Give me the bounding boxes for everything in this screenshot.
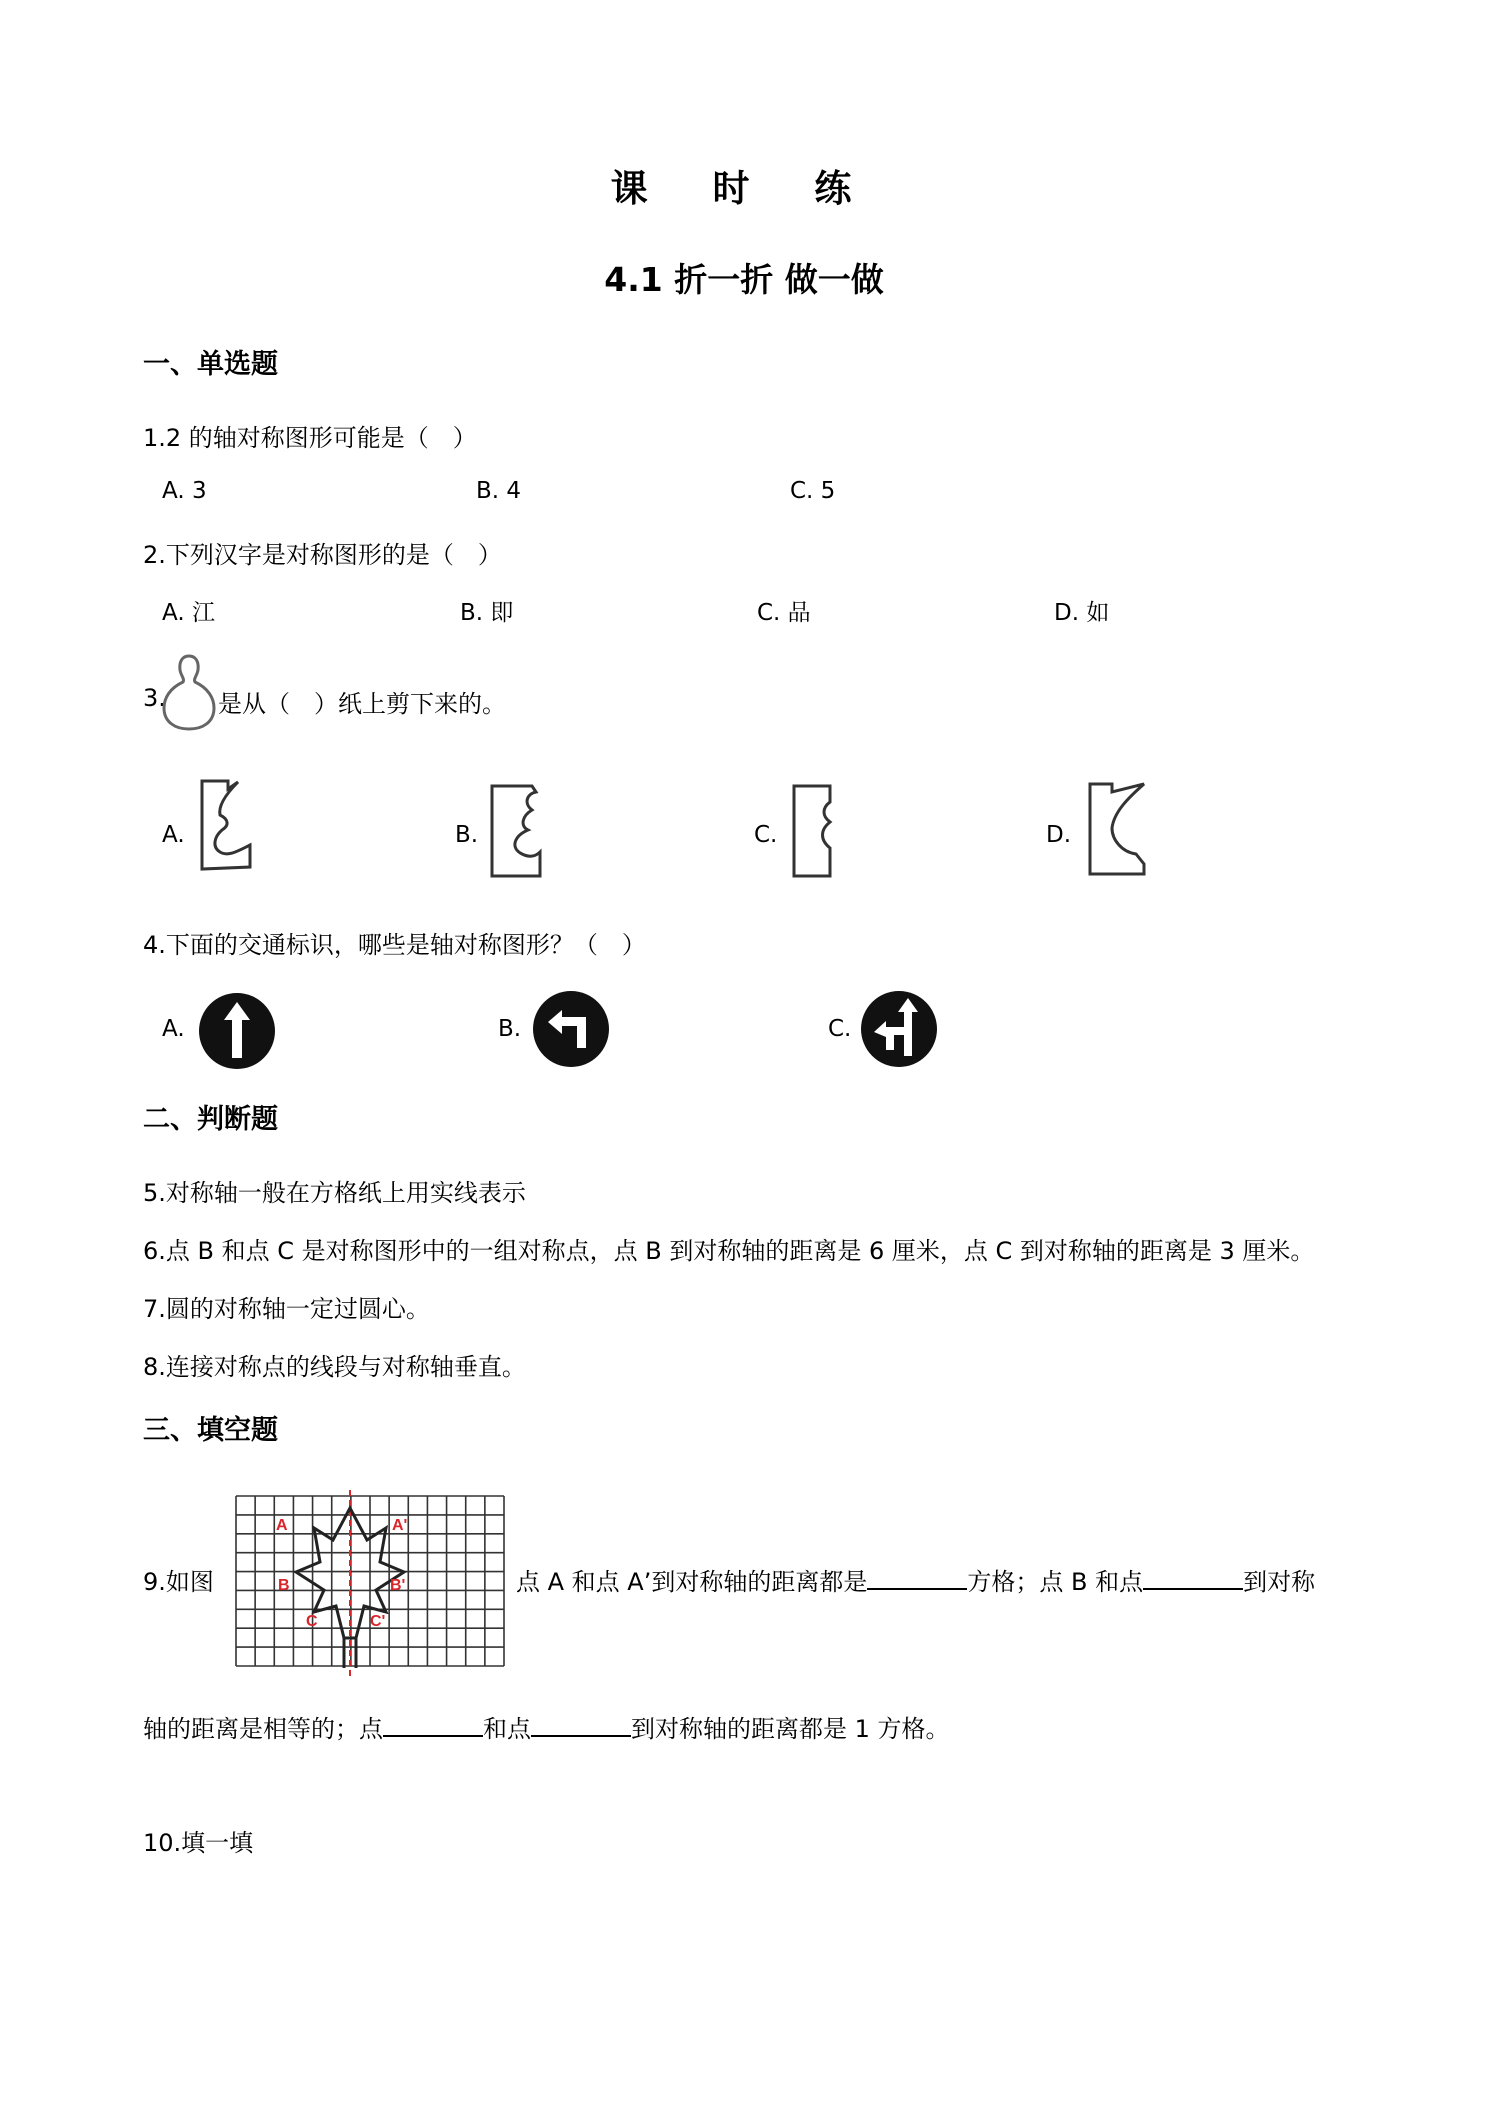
q9-text-part-2: 方格；点 B 和点 (967, 1568, 1144, 1596)
q4-option-a[interactable]: A. (162, 1016, 185, 1042)
section-true-false: 二、判断题 (143, 1104, 278, 1135)
figure-label-a-prime: A' (392, 1517, 408, 1534)
q2-option-d[interactable]: D. 如 (1054, 600, 1110, 626)
question-9-line-2 (143, 1709, 950, 1744)
question-1: 1.2 的轴对称图形可能是（ ） (143, 424, 477, 452)
q2-option-b[interactable]: B. 即 (460, 600, 514, 626)
figure-label-a: A (276, 1517, 288, 1534)
figure-label-c-prime: C' (370, 1613, 386, 1630)
question-3-number: 3. (143, 684, 166, 712)
q3-option-c[interactable]: C. (754, 822, 778, 848)
gourd-shape-image (160, 652, 218, 732)
question-6: 6.点 B 和点 C 是对称图形中的一组对称点，点 B 到对称轴的距离是 6 厘米，点 C 到对称轴的距离是 3 厘米。 (143, 1237, 1315, 1265)
q9-text-part-3: 到对称 (1243, 1568, 1316, 1596)
q3-option-b-paper-shape (488, 782, 548, 886)
question-4: 4.下面的交通标识，哪些是轴对称图形？（ ） (143, 931, 646, 959)
maple-leaf-grid-figure (232, 1490, 510, 1680)
q3-option-d[interactable]: D. (1046, 822, 1072, 848)
q9-blank-4[interactable] (531, 1713, 631, 1737)
q9-line2-part-3: 到对称轴的距离都是 1 方格。 (631, 1715, 950, 1743)
q3-option-a-paper-shape (198, 777, 258, 877)
page-title: 课 时 练 (610, 167, 878, 210)
section-fill-blank: 三、填空题 (143, 1415, 278, 1446)
q3-option-d-paper-shape (1086, 780, 1150, 884)
left-turn-sign-icon (532, 990, 610, 1068)
q9-blank-1[interactable] (867, 1566, 967, 1590)
figure-label-c: C (306, 1613, 318, 1630)
q3-option-a[interactable]: A. (162, 822, 185, 848)
q1-option-c[interactable]: C. 5 (790, 478, 836, 504)
straight-or-left-sign-icon (860, 990, 938, 1068)
q1-option-a[interactable]: A. 3 (162, 478, 207, 504)
question-3: 是从（ ）纸上剪下来的。 (218, 690, 506, 718)
question-5: 5.对称轴一般在方格纸上用实线表示 (143, 1179, 526, 1207)
straight-arrow-sign-icon (198, 992, 276, 1070)
q1-option-b[interactable]: B. 4 (476, 478, 522, 504)
section-single-choice: 一、单选题 (143, 349, 278, 380)
question-2: 2.下列汉字是对称图形的是（ ） (143, 541, 502, 569)
q9-line2-part-1: 轴的距离是相等的；点 (143, 1715, 383, 1743)
q9-text-part-1: 点 A 和点 A’到对称轴的距离都是 (516, 1568, 868, 1596)
question-8: 8.连接对称点的线段与对称轴垂直。 (143, 1353, 526, 1381)
question-9-prefix: 9.如图 (143, 1568, 214, 1596)
question-10: 10.填一填 (143, 1829, 254, 1857)
figure-label-b: B (278, 1577, 290, 1594)
page-subtitle: 4.1 折一折 做一做 (604, 260, 884, 299)
question-7: 7.圆的对称轴一定过圆心。 (143, 1295, 430, 1323)
q3-option-b[interactable]: B. (455, 822, 479, 848)
q4-option-b[interactable]: B. (498, 1016, 522, 1042)
question-9-line-1 (516, 1562, 1315, 1597)
q9-blank-2[interactable] (1143, 1566, 1243, 1590)
q3-option-c-paper-shape (790, 782, 846, 886)
q9-line2-part-2: 和点 (483, 1715, 531, 1743)
q2-option-a[interactable]: A. 江 (162, 600, 215, 626)
q4-option-c[interactable]: C. (828, 1016, 852, 1042)
q2-option-c[interactable]: C. 品 (757, 600, 811, 626)
q9-blank-3[interactable] (383, 1713, 483, 1737)
figure-label-b-prime: B' (390, 1577, 406, 1594)
